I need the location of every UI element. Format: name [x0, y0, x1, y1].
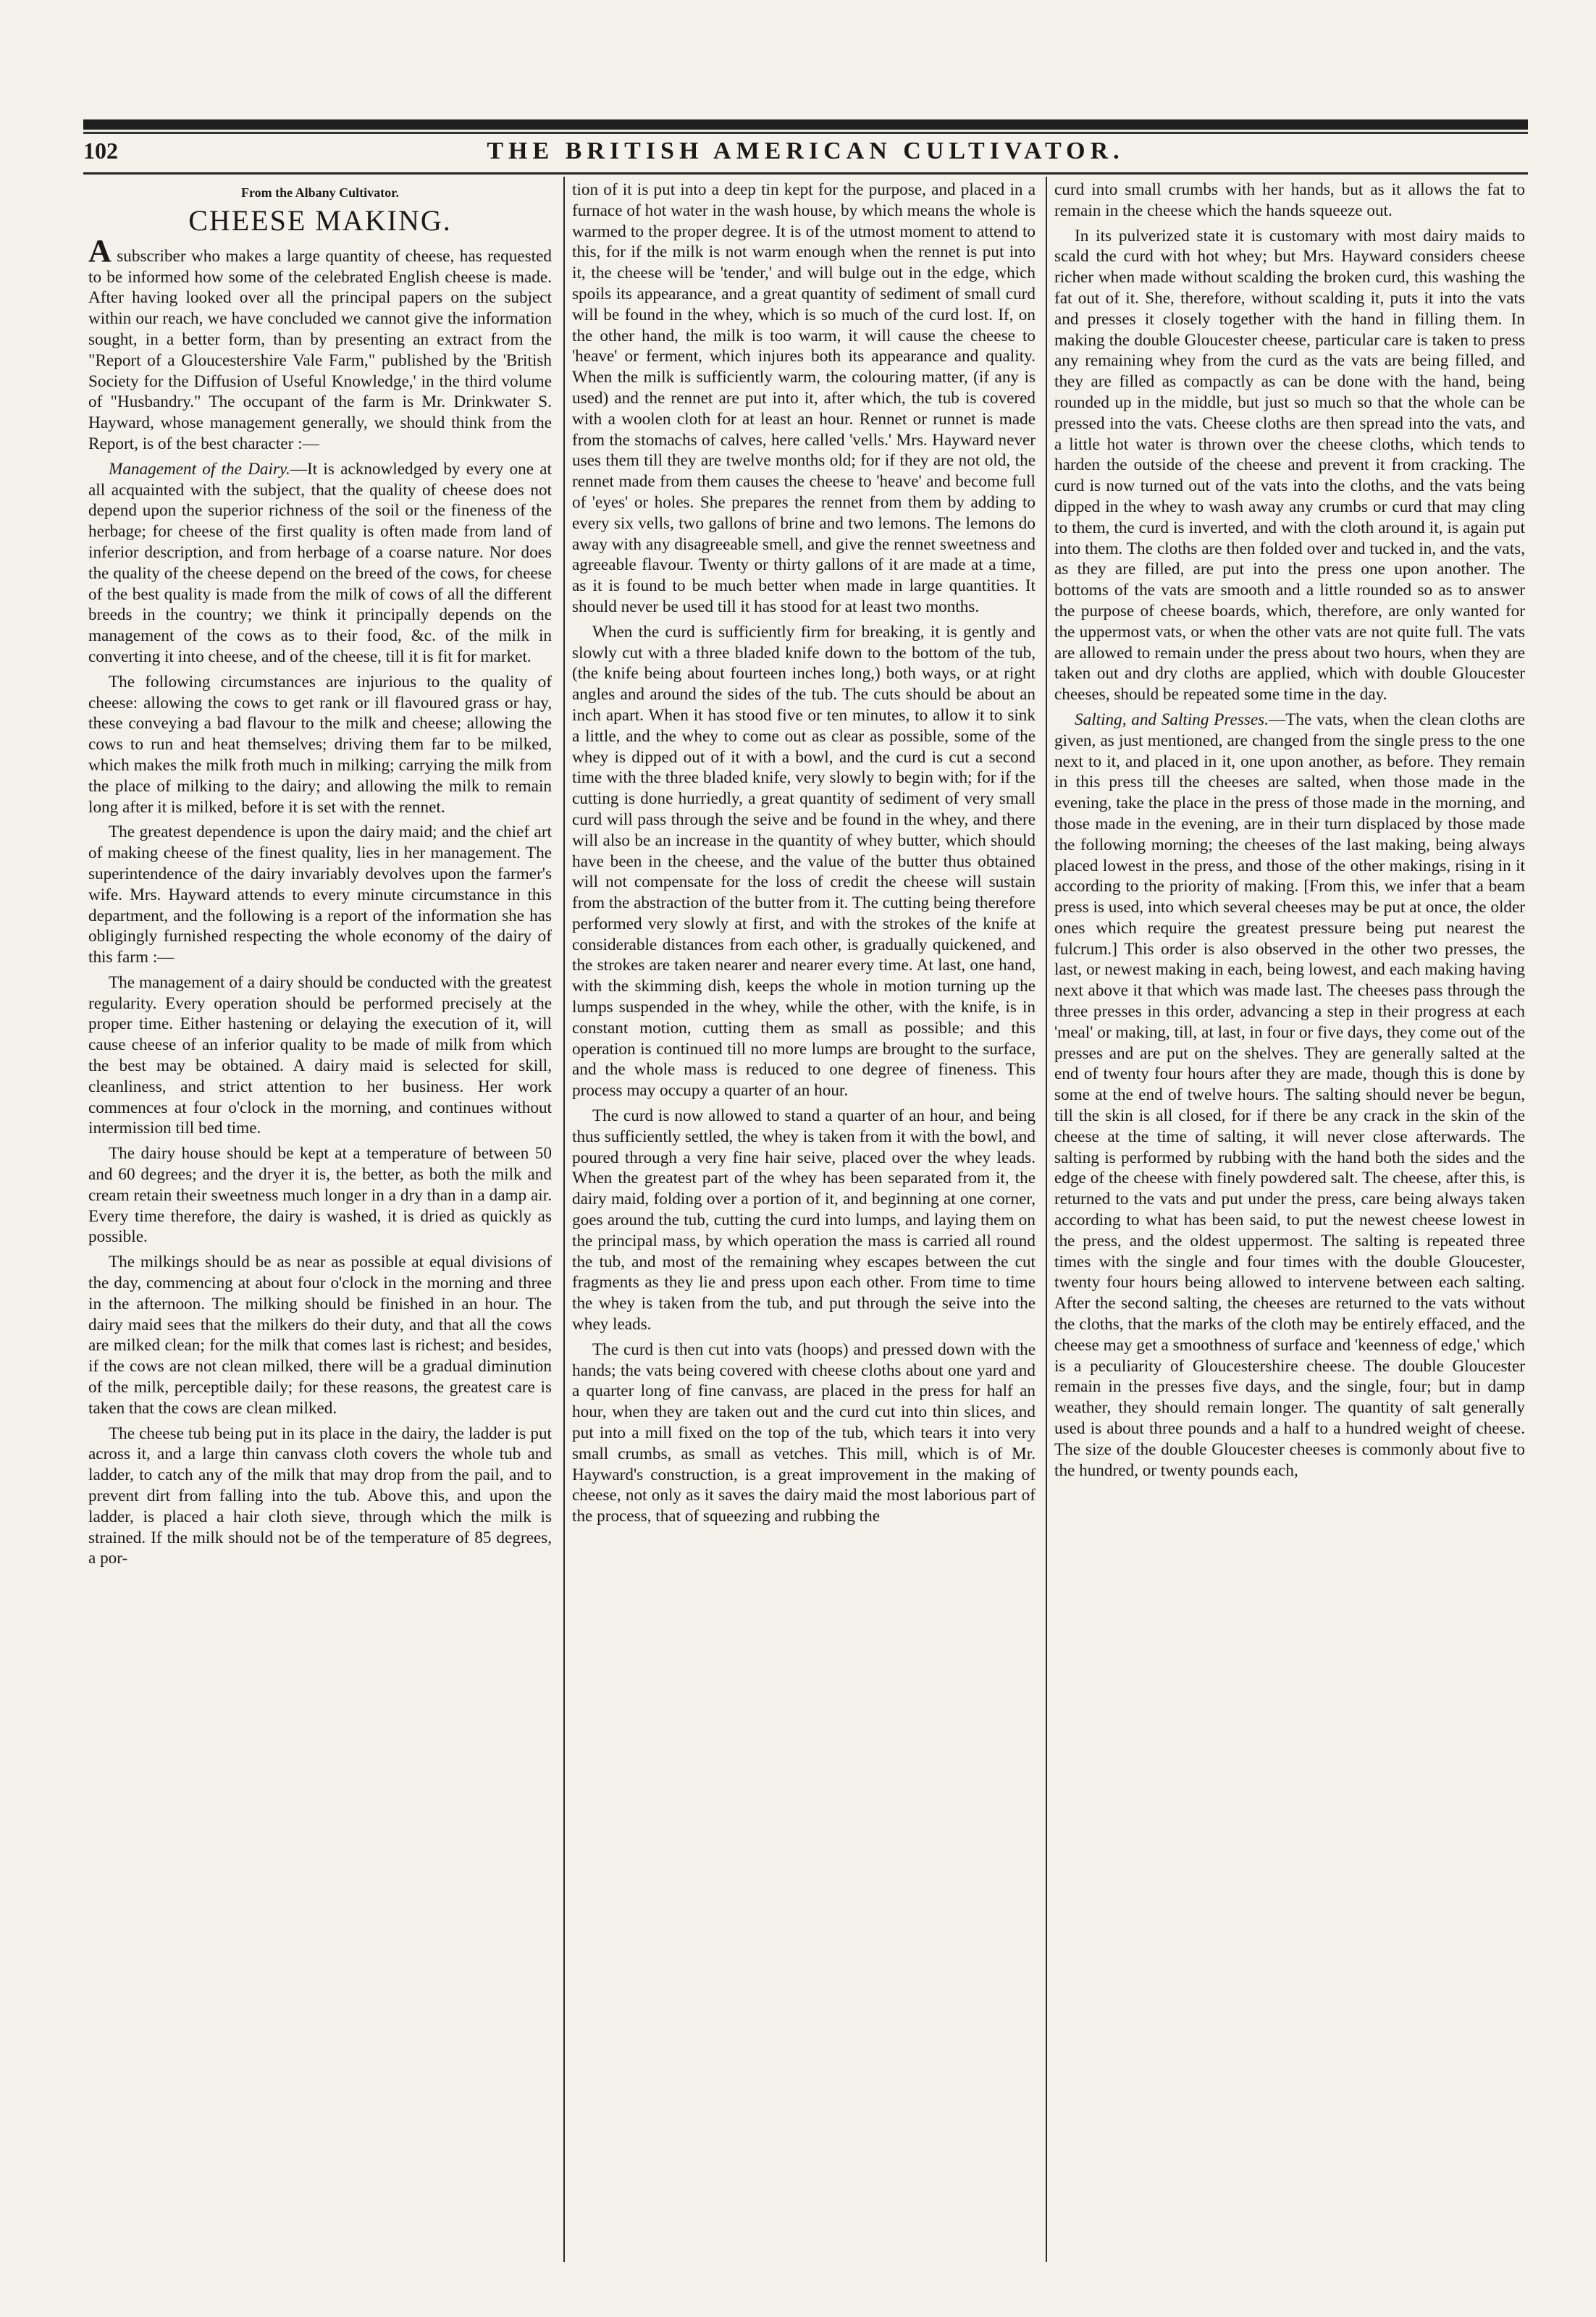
article-title: CHEESE MAKING.	[188, 203, 452, 237]
paragraph: The greatest dependence is upon the dairy maid; and the chief art of making cheese of the finest quality, lies in her management. The superintendence of the dairy invariably devolves upon the farmer's wife. Mrs. Hayward attends to every minute circumstance in this department, and the following is a report of the information she has obligingly furnished respecting the whole economy of the dairy of this farm :—	[88, 823, 552, 967]
paragraph	[1054, 710, 1525, 1481]
journal-title: THE BRITISH AMERICAN CULTIVATOR.	[487, 138, 1125, 164]
initial-letter: A	[88, 232, 112, 269]
column-divider	[1046, 177, 1047, 2262]
page-header	[83, 138, 1528, 172]
paragraph: In its pulverized state it is customary with most dairy maids to scald the curd with hot whey; but Mrs. Hayward considers cheese richer when made without scalding the broken curd, this washing the fat out of it. She, therefore, without scalding it, puts it into the vats and presses it closely together with the hand in filling them. In making the double Gloucester cheese, particular care is taken to press any remaining whey from the curd as the vats are being filled, and they are filled as compactly as can be done with the hand, being rounded up in the middle, but just so much so that the whole can be pressed into the vats. Cheese cloths are then spread into the vats, and a little hot water is thrown over the cheese cloths, which tends to harden the outside of the cheese and prevent it from cracking. The curd is now turned out of the vats into the cloths, and the vats being dipped in the whey to wash away any crumbs or curd that may cling to them, the curd is inverted, and with the cloth around it, is again put into them. The cloths are then folded over and tucked in, and the vats, as they are filled, are put into the press one upon another. The bottoms of the vats are smooth and a little rounded so as to answer the purpose of cheese boards, which, therefore, are only wanted for the uppermost vats, or when the other vats are not quite full. The vats are allowed to remain under the press about two hours, when they are taken out and dry cloths are applied, which with double Gloucester cheeses, should be repeated some time in the day.	[1054, 226, 1525, 705]
paragraph-text: —The vats, when the clean cloths are given, as just mentioned, are changed from the single press to the one next to it, and placed in it, one upon another, as before. They remain in this press till the cheeses are salted, when those made in the evening, take the place in the press of those made in the morning, and those made in the evening, are in their turn displaced by those made the following morning; the cheeses of the last making, being always placed lowest in the press, and those of the other makings, rising in it according to the priority of making. [From this, we infer that a beam press is used, into which several cheeses may be put at once, the older ones which require the greatest pressure being put nearest the fulcrum.] This order is also observed in the other two presses, the last, or newest making in each, being lowest, and each making having next above it that which was made last. The cheeses pass through the three presses in this order, advancing a step in their progress at each 'meal' or making, till, at last, in four or five days, they come out of the presses and are put on the shelves. They are generally salted at the end of twenty four hours after they are made, though this is done by some at the end of twelve hours. The salting should never be begun, till the skin is all closed, for if there be any crack in the skin of the cheese at the time of salting, it will never close afterwards. The salting is performed by rubbing with the hand both the sides and the edge of the cheese with finely powdered salt. The cheese, after this, is returned to the vats and put under the press, care being always taken according to what has been said, to put the newest cheese lowest in the press, and the oldest uppermost. The salting is repeated three times with the single and four times with the double Gloucester, twenty four hours being allowed to intervene between each salting. After the second salting, the cheeses are returned to the vats without the cloths, that the marks of the cloth may be entirely effaced, and the cheese may get a smoothness of surface and 'keenness of edge,' which is a peculiarity of Gloucestershire cheese. The double Gloucester remain in the presses five days, and the single, four; but in damp weather, they should remain longer. The quantity of salt generally used is about three pounds and a half to a hundred weight of cheese. The size of the double Gloucester cheeses is commonly about five to the hundred, or twenty pounds each,	[1054, 710, 1525, 1480]
article-source: From the Albany Cultivator.	[240, 185, 399, 200]
header-underline	[83, 172, 1528, 174]
paragraph-text: —It is acknowledged by every one at all acquainted with the subject, that the quality of cheese does not depend upon the superior richness of the soil or the fineness of the herbage; for cheese of the first quality is often made from land of inferior description, and from herbage of a coarse nature. Nor does the quality of the cheese depend on the breed of the cows, for cheese of the best quality is made from the milk of cows of all the different breeds in the country; we think it principally depends on the management of the cows as to their food, &c. of the milk in converting it into cheese, and of the cheese, till it is fit for market.	[88, 459, 552, 666]
column-divider	[563, 177, 565, 2262]
paragraph: The milkings should be as near as possible at equal divisions of the day, commencing at about four o'clock in the morning and three in the afternoon. The milking should be finished in an hour. The dairy maid sees that the milkers do their duty, and that all the cows are milked clean; for the milk that comes last is richest; and besides, if the cows are not clean milked, there will be a gradual diminution of the milk, perceptible daily; for these reasons, the greatest care is taken that the cows are clean milked.	[88, 1253, 552, 1418]
paragraph-text: subscriber who makes a large quantity of cheese, has requested to be informed how some of the celebrated English cheese is made. After having looked over all the principal papers on the subject within our reach, we have concluded we cannot give the information sought, in a better form, than by presenting an extract from the "Report of a Gloucestershire Vale Farm," published by the 'British Society for the Diffusion of Useful Knowledge,' in the third volume of "Husbandry." The occupant of the farm is Mr. Drinkwater S. Hayward, whose management generally, we should think from the Report, is of the best character :—	[88, 246, 552, 453]
column-2	[572, 180, 1036, 2258]
column-1	[88, 180, 552, 2258]
paragraph: curd into small crumbs with her hands, but as it allows the fat to remain in the cheese which the hands squeeze out.	[1054, 180, 1525, 220]
section-heading: Salting, and Salting Presses.	[1075, 710, 1269, 729]
paragraph: When the curd is sufficiently firm for breaking, it is gently and slowly cut with a three bladed knife down to the bottom of the tub, (the knife being about fourteen inches long,) both ways, or at right angles and around the sides of the tub. The cuts should be about an inch apart. When it has stood five or ten minutes, to allow it to sink a little, and the whey to come out as clear as possible, some of the whey is dipped out of it with a bowl, and the curd is cut a second time with the three bladed knife, very slowly to begin with; for if the cutting is done hurriedly, a great quantity of sediment of very small curd will pass through the seive and be found in the whey, and there will also be an increase in the quantity of whey butter, which should have been in the cheese, and the value of the butter thus obtained will not compensate for the loss of credit the cheese will sustain from the abstraction of the butter from it. The cutting being therefore performed very slowly at first, and with the strokes of the knife at considerable distances from each other, is gradually quickened, and the strokes are taken nearer and nearer every time. At last, one hand, with the skimming dish, keeps the whole in motion turning up the lumps suspended in the whey, while the other, with the knife, is in constant motion, cutting them as small as possible; and this operation is continued till no more lumps are brought to the surface, and the whole mass is reduced to one degree of fineness. This process may occupy a quarter of an hour.	[572, 622, 1036, 1101]
paragraph: The management of a dairy should be conducted with the greatest regularity. Every operation should be performed precisely at the proper time. Either hastening or delaying the execution of it, will cause cheese of an inferior quality to be made of milk from which the best may be obtained. A dairy maid is selected for skill, cleanliness, and strict attention to her business. Her work commences at four o'clock in the morning, and continues without intermission till bed time.	[88, 972, 552, 1138]
paragraph	[88, 459, 552, 668]
paragraph: The following circumstances are injurious to the quality of cheese: allowing the cows to get rank or ill flavoured grass or hay, these conveying a bad flavour to the milk and cheese; allowing the cows to run and heat themselves; driving them far to be milked, which makes the milk froth much in milking; carrying the milk from the place of milking to the dairy; and allowing the milk to remain long after it is milked, before it is set with the rennet.	[88, 672, 552, 817]
paragraph: The cheese tub being put in its place in the dairy, the ladder is put across it, and a large thin canvass cloth covers the whole tub and ladder, to catch any of the milk that may drop from the pail, and to prevent dirt from falling into the tub. Above this, and upon the ladder, is placed a hair cloth sieve, through which the milk is strained. If the milk should not be of the temperature of 85 degrees, a por-	[88, 1424, 552, 1568]
header-rule-thick	[83, 119, 1528, 130]
paragraph: The curd is then cut into vats (hoops) and pressed down with the hands; the vats being covered with cheese cloths about one yard and a quarter long of fine canvass, are placed in the press for half an hour, when they are taken out and the curd cut into thin slices, and put into a mill fixed on the top of the tub, which tears it into very small crumbs, as small as vetches. This mill, which is of Mr. Hayward's construction, is a great improvement in the making of cheese, not only as it saves the dairy maid the most laborious part of the process, that of squeezing and rubbing the	[572, 1340, 1036, 1526]
paragraph	[88, 232, 552, 455]
paragraph: The dairy house should be kept at a temperature of between 50 and 60 degrees; and the dryer it is, the better, as both the milk and cream retain their sweetness much longer in a dry than in a damp air. Every time therefore, the dairy is washed, it is dried as quickly as possible.	[88, 1144, 552, 1247]
paragraph: tion of it is put into a deep tin kept for the purpose, and placed in a furnace of hot water in the wash house, by which means the whole is warmed to the proper degree. It is of the utmost moment to attend to this, for if the milk is not warm enough when the rennet is put into it, the cheese will be 'tender,' and will bulge out in the edge, which spoils its appearance, and a great quantity of sediment of small curd will be found in the whey, which is so much of the curd lost. If, on the other hand, the milk is too warm, it will cause the cheese to 'heave' or ferment, which injures both its appearance and quality. When the milk is sufficiently warm, the colouring matter, (if any is used) and the rennet are put into it, after which, the tub is covered with a woolen cloth for at least an hour. Rennet or runnet is made from the stomachs of calves, here called 'vells.' Mrs. Hayward never uses them till they are twelve months old; for if they are not old, the rennet made from them causes the cheese to 'heave' and become full of 'eyes' or holes. She prepares the rennet from them by adding to every six vells, two gallons of brine and two lemons. The lemons do away with any disagreeable smell, and give the rennet sweetness and agreeable flavour. Twenty or thirty gallons of it are made at a time, as it is found to be much better when made in large quantities. It should never be used till it has stood for at least two months.	[572, 180, 1036, 616]
paragraph: The curd is now allowed to stand a quarter of an hour, and being thus sufficiently settled, the whey is taken from it with the bowl, and poured through a very fine hair seive, placed over the whey leads. When the greatest part of the whey has been separated from it, the dairy maid, folding over a portion of it, and beginning at one corner, goes around the tub, cutting the curd into lumps, and laying them on the principal mass, by which operation the mass is carried all round the tub, and most of the remaining whey escapes between the cut fragments as they lie and press upon each other. From time to time the whey is taken from the tub, and put through the seive into the whey leads.	[572, 1106, 1036, 1334]
column-3	[1054, 180, 1525, 2258]
page-number: 102	[83, 138, 118, 164]
section-heading: Management of the Dairy.	[109, 459, 290, 479]
header-rule-thin	[83, 132, 1528, 134]
